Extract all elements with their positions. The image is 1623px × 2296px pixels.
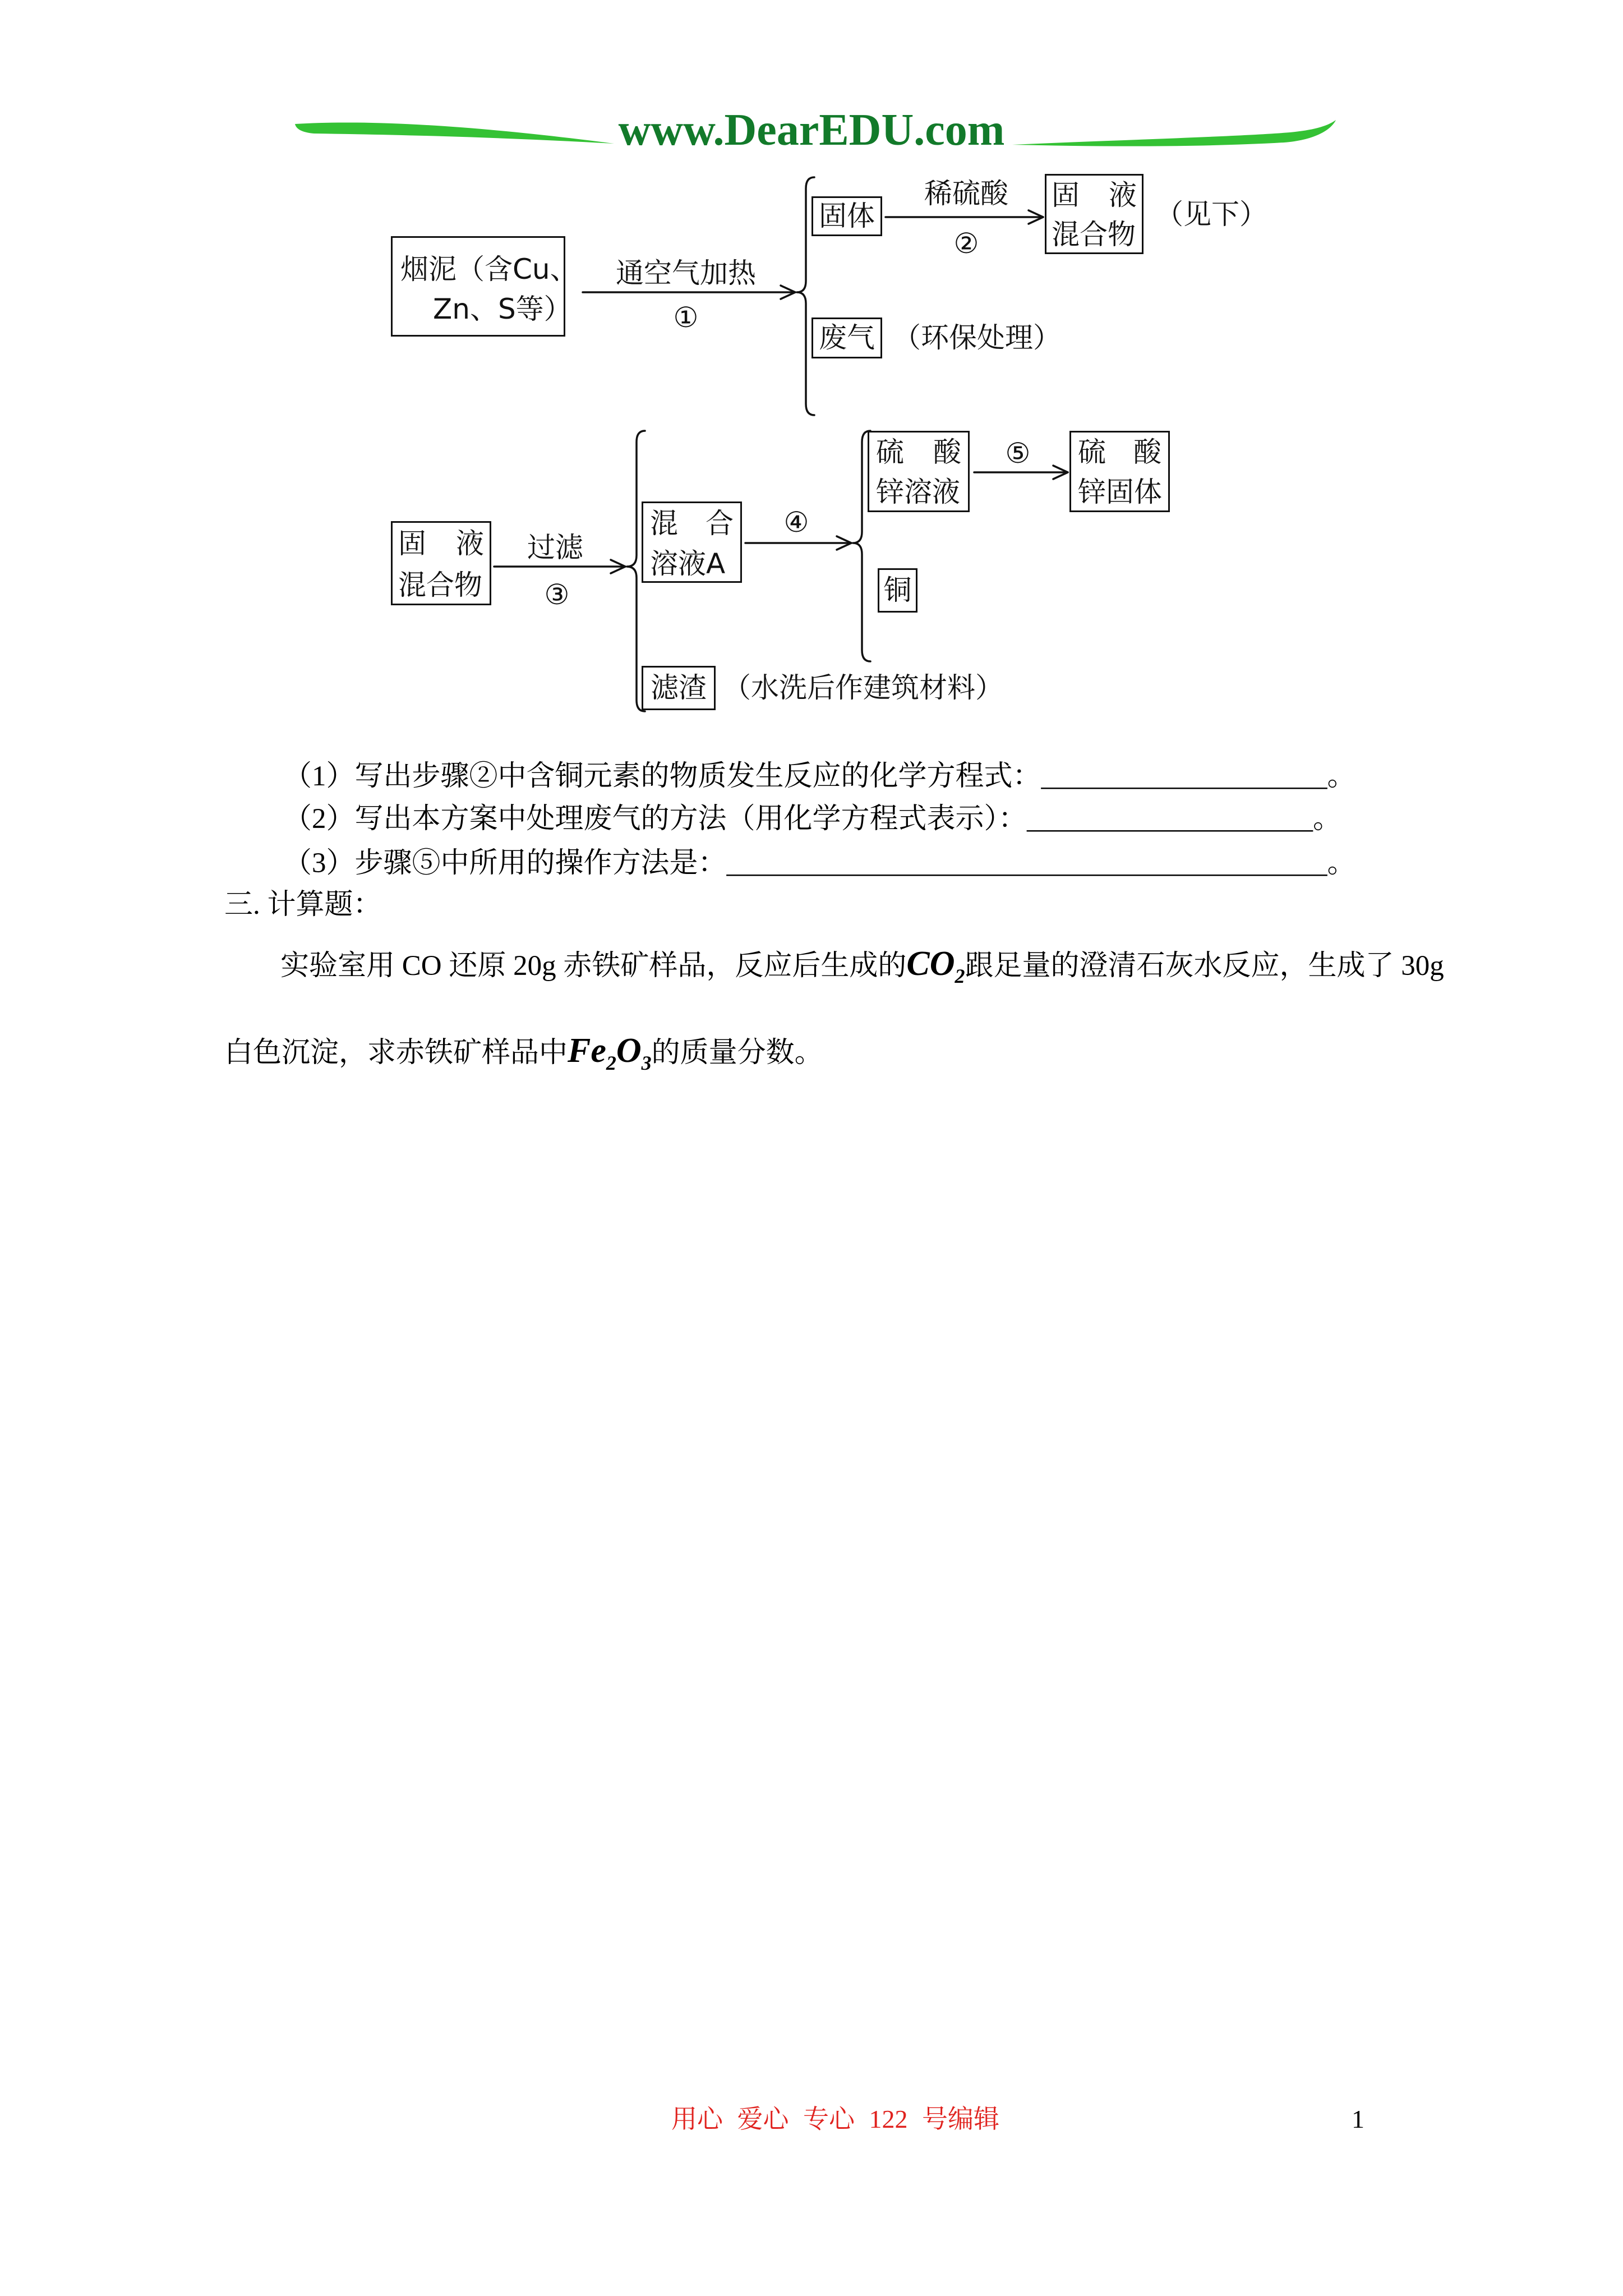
diagram2-mixture-box [391, 521, 491, 605]
step1-number: ① [673, 301, 699, 334]
zinc-sulfate-solid-line2: 锌固体 [1078, 476, 1162, 508]
zinc-sulfate-solution-line2: 锌溶液 [876, 476, 960, 508]
source-box-line1: 烟泥（含Cu、 [400, 253, 578, 286]
step5-number: ⑤ [1005, 437, 1031, 470]
question-3-blank: __________________________________________ [726, 848, 1327, 879]
step1-label: 通空气加热 [616, 257, 756, 289]
formula-co2 [906, 945, 965, 987]
calculation-line2-start: 白色沉淀，求赤铁矿样品中 [224, 1037, 568, 1069]
logo-text: www.DearEDU.com [618, 105, 1005, 155]
formula-co2-base: CO [906, 945, 955, 983]
step4-number: ④ [783, 506, 809, 539]
step3-label: 过滤 [527, 531, 583, 564]
question-1-text: （1）写出步骤②中含铜元素的物质发生反应的化学方程式： [283, 761, 1041, 792]
diagram2-copper-box [878, 568, 917, 613]
calculation-line1-end: 跟足量的澄清石灰水反应，生成了 30g [965, 950, 1444, 982]
gas-box-label: 废气 [819, 321, 875, 354]
copper-box-label: 铜 [883, 574, 912, 606]
mixture-box-line1: 固 液 [1052, 179, 1137, 211]
solution-box-line2: 溶液A [650, 547, 726, 580]
formula-fe2o3-sub1: 2 [606, 1052, 616, 1074]
gas-note: （环保处理） [893, 321, 1061, 354]
question-3 [283, 844, 1356, 883]
diagram1-mixture-box [1045, 174, 1144, 254]
step2-number: ② [953, 227, 979, 260]
calculation-line1-start: 实验室用 CO 还原 20g 赤铁矿样品，反应后生成的 [280, 950, 907, 982]
footer-text: 用心 爱心 专心 122 号编辑 [671, 2105, 999, 2133]
formula-fe2o3-el2: O [616, 1032, 642, 1070]
flow-diagram-lines [0, 0, 1623, 785]
section-heading: 三. 计算题： [224, 889, 382, 921]
question-1-blank: ____________________ [1041, 761, 1327, 792]
calculation-line2-end: 的质量分数。 [651, 1037, 823, 1069]
source-box-line2: Zn、S等） [433, 293, 572, 325]
mixture-note: （见下） [1155, 198, 1267, 231]
question-3-end: 。 [1327, 848, 1356, 879]
question-1-end: 。 [1327, 761, 1356, 792]
formula-fe2o3-el1: Fe [568, 1032, 606, 1070]
diagram2-zinc-sulfate-solution-box [868, 431, 970, 512]
zinc-sulfate-solution-line1: 硫 酸 [876, 436, 961, 468]
mixture2-box-line2: 混合物 [398, 569, 482, 601]
question-3-text: （3）步骤⑤中所用的操作方法是： [283, 848, 727, 879]
mixture-box-line2: 混合物 [1052, 218, 1136, 251]
diagram1-source-box [391, 236, 578, 337]
zinc-sulfate-solid-line1: 硫 酸 [1078, 436, 1161, 468]
diagram2-zinc-sulfate-solid-box [1069, 431, 1170, 512]
solid-box-label: 固体 [819, 200, 875, 232]
step3-number: ③ [544, 578, 570, 611]
mixture2-box-line1: 固 液 [398, 527, 484, 560]
question-2-blank: ____________________ [1027, 803, 1313, 835]
diagram2-residue-box [642, 666, 716, 710]
calculation-line-1 [280, 938, 1444, 989]
residue-note: （水洗后作建筑材料） [723, 671, 1003, 704]
diagram1-gas-box [811, 318, 882, 358]
question-2-end: 。 [1313, 803, 1342, 835]
calculation-line-2 [224, 1025, 823, 1076]
diagram2-solution-box [642, 501, 742, 583]
question-2-text: （2）写出本方案中处理废气的方法（用化学方程式表示）： [283, 803, 1027, 835]
solution-box-line1: 混 合 [650, 507, 734, 540]
residue-box-label: 滤渣 [651, 671, 707, 704]
page-number: 1 [1352, 2105, 1364, 2133]
formula-fe2o3 [568, 1032, 652, 1074]
formula-co2-subscript: 2 [955, 965, 965, 987]
formula-fe2o3-sub2: 3 [641, 1052, 652, 1074]
step2-label: 稀硫酸 [924, 177, 1008, 210]
question-1 [283, 757, 1356, 796]
diagram1-solid-box [811, 196, 882, 236]
question-2 [283, 799, 1341, 839]
